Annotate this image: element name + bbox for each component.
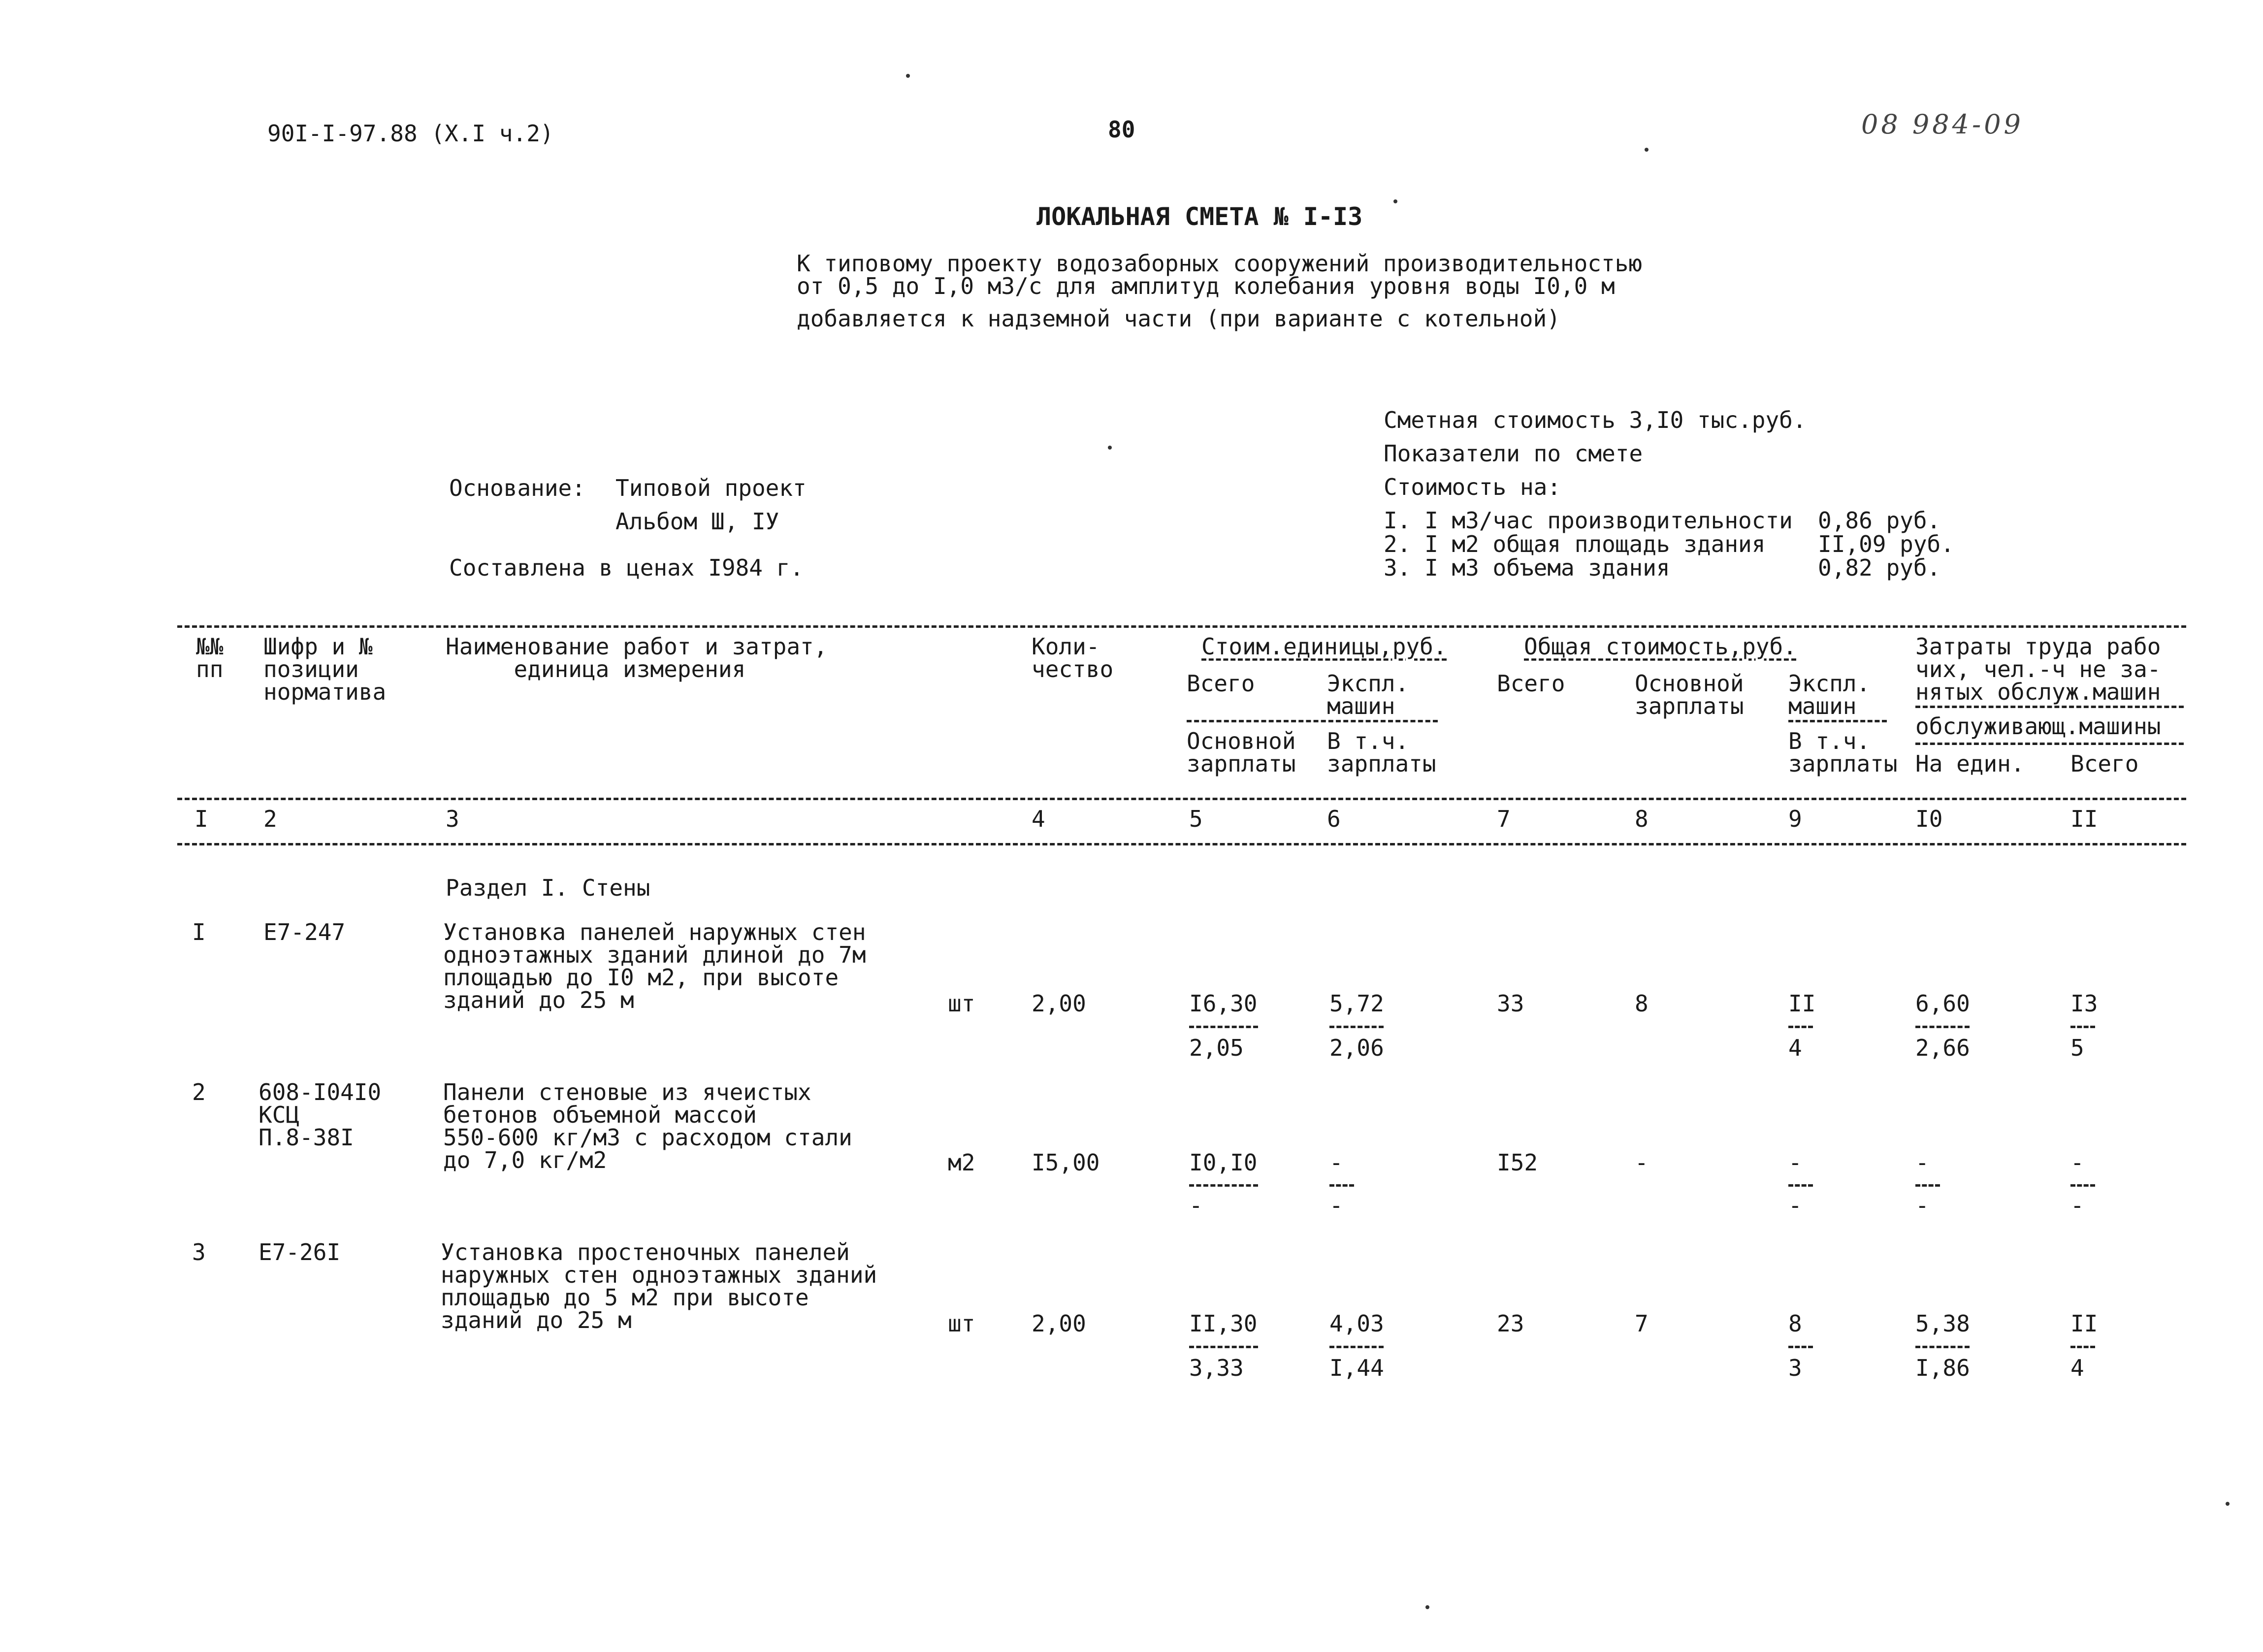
table-top-rule	[177, 625, 2186, 628]
header-col8: Основной зарплаты	[1635, 670, 1744, 719]
column-number-11: II	[2070, 806, 2098, 832]
header-total-cost-group: Общая стоимость,руб.	[1524, 633, 1797, 660]
row-labor-unit: 6,60	[1915, 990, 1970, 1017]
row-labor-total: I3	[2070, 990, 2098, 1017]
section-title: Раздел I. Стены	[446, 875, 650, 901]
row-total: 33	[1497, 990, 1524, 1017]
document-code: 90I-I-97.88 (X.I ч.2)	[267, 120, 554, 147]
column-number-7: 7	[1497, 806, 1511, 832]
row-labor-unit: 5,38	[1915, 1310, 1970, 1337]
row-total-machines: -	[1788, 1149, 1802, 1176]
scan-speck	[1108, 446, 1112, 450]
header-col9-bottom: В т.ч. зарплаты	[1788, 728, 1898, 777]
row-labor-total: II	[2070, 1310, 2098, 1337]
fraction-bar	[1788, 1346, 1813, 1348]
row-unit: шт	[948, 1310, 975, 1337]
indicators-label: Показатели по смете	[1384, 440, 1643, 467]
header-col10: На един.	[1915, 750, 2025, 777]
row-labor-unit-machine: I,86	[1915, 1355, 1970, 1381]
labor-group-rule	[1915, 706, 2184, 708]
scan-speck	[1425, 1605, 1429, 1609]
header-labor-group: Затраты труда рабо чих, чел.-ч не за- нятых обслуж.машин	[1915, 633, 2161, 705]
row-code: Е7-26I	[259, 1239, 341, 1265]
row-unit-machine-wages: -	[1329, 1192, 1343, 1219]
basis-album: Альбом Ш, IУ	[615, 508, 779, 535]
column-numbers-rule	[177, 843, 2186, 845]
scan-speck	[906, 74, 910, 78]
row-quantity: I5,00	[1032, 1149, 1100, 1176]
row-total-wages: 7	[1635, 1310, 1649, 1337]
scan-speck	[1645, 148, 1649, 152]
row-unit-total: I0,I0	[1189, 1149, 1258, 1176]
row-total: I52	[1497, 1149, 1538, 1176]
row-total-wages: 8	[1635, 990, 1649, 1017]
row-labor-unit-machine: 2,66	[1915, 1035, 1970, 1061]
basis-label: Основание:	[449, 475, 585, 501]
subtitle-line-2: от 0,5 до I,0 м3/с для амплитуд колебания уровня воды I0,0 м	[797, 273, 1615, 299]
fraction-bar	[1788, 1184, 1813, 1187]
row-code: Е7-247	[263, 919, 346, 945]
row-unit-machine-wages: I,44	[1329, 1355, 1384, 1381]
fraction-bar	[2070, 1026, 2095, 1028]
header-col6-bottom: В т.ч. зарплаты	[1327, 728, 1436, 777]
indicator-2-value: II,09 руб.	[1818, 531, 1954, 557]
basis-prices: Составлена в ценах I984 г.	[449, 554, 804, 581]
handwritten-reference: 08 984-09	[1861, 109, 2024, 140]
header-col6-top: Экспл. машин	[1327, 670, 1409, 719]
row-labor-total: -	[2070, 1149, 2084, 1176]
total-cost-sub-rule	[1788, 720, 1887, 722]
header-col-number: №№ пп	[196, 633, 224, 682]
row-total-wages: -	[1635, 1149, 1649, 1176]
header-bottom-rule	[177, 798, 2186, 800]
header-col11: Всего	[2070, 750, 2139, 777]
column-number-8: 8	[1635, 806, 1649, 832]
header-col-quantity: Коли- чество	[1032, 633, 1114, 682]
row-code: 608-I04I0 КСЦ П.8-38I	[259, 1079, 382, 1151]
row-labor-unit: -	[1915, 1149, 1929, 1176]
row-unit-wages: 3,33	[1189, 1355, 1244, 1381]
header-col-code: Шифр и № позиции норматива	[263, 633, 387, 705]
fraction-bar	[1189, 1346, 1258, 1348]
row-labor-unit-machine: -	[1915, 1192, 1929, 1219]
page-number: 80	[1108, 116, 1135, 143]
row-unit-total: II,30	[1189, 1310, 1258, 1337]
row-unit-machines: -	[1329, 1149, 1343, 1176]
cost-for-label: Стоимость на:	[1384, 474, 1561, 500]
row-unit-machine-wages: 2,06	[1329, 1035, 1384, 1061]
row-labor-total-machine: 4	[2070, 1355, 2084, 1381]
row-total-machine-wages: -	[1788, 1192, 1802, 1219]
header-col9-top: Экспл. машин	[1788, 670, 1871, 719]
fraction-bar	[1915, 1184, 1940, 1187]
fraction-bar	[2070, 1184, 2095, 1187]
row-number: I	[192, 919, 206, 945]
fraction-bar	[1915, 1346, 1970, 1348]
row-labor-total-machine: -	[2070, 1192, 2084, 1219]
row-labor-total-machine: 5	[2070, 1035, 2084, 1061]
fraction-bar	[2070, 1346, 2095, 1348]
row-unit-machines: 4,03	[1329, 1310, 1384, 1337]
column-number-4: 4	[1032, 806, 1045, 832]
row-total-machine-wages: 3	[1788, 1355, 1802, 1381]
subtitle-line-1: К типовому проекту водозаборных сооружений производительностью	[797, 250, 1643, 277]
fraction-bar	[1329, 1346, 1384, 1348]
row-total-machines: 8	[1788, 1310, 1802, 1337]
row-quantity: 2,00	[1032, 990, 1086, 1017]
header-col7: Всего	[1497, 670, 1565, 697]
row-unit: м2	[948, 1149, 975, 1176]
fraction-bar	[1788, 1026, 1813, 1028]
fraction-bar	[1329, 1184, 1354, 1187]
unit-cost-sub-rule	[1187, 720, 1438, 722]
row-quantity: 2,00	[1032, 1310, 1086, 1337]
column-number-3: 3	[446, 806, 459, 832]
row-total-machines: II	[1788, 990, 1816, 1017]
basis-project: Типовой проект	[615, 475, 807, 501]
fraction-bar	[1189, 1026, 1258, 1028]
row-unit-wages: 2,05	[1189, 1035, 1244, 1061]
indicator-1-label: I. I м3/час производительности	[1384, 507, 1793, 534]
row-total-machine-wages: 4	[1788, 1035, 1802, 1061]
row-name: Установка простеночных панелей наружных стен одноэтажных зданий площадью до 5 м2 при высоте зданий до 25 м	[441, 1239, 877, 1333]
row-unit-machines: 5,72	[1329, 990, 1384, 1017]
page-title: ЛОКАЛЬНАЯ СМЕТА № I-I3	[1036, 202, 1363, 231]
indicator-1-value: 0,86 руб.	[1818, 507, 1941, 534]
column-number-2: 2	[263, 806, 277, 832]
column-number-10: I0	[1915, 806, 1943, 832]
header-col5-top: Всего	[1187, 670, 1255, 697]
row-total: 23	[1497, 1310, 1524, 1337]
header-unit-cost-group: Стоим.единицы,руб.	[1201, 633, 1447, 660]
indicator-3-label: 3. I м3 объема здания	[1384, 554, 1670, 581]
column-number-5: 5	[1189, 806, 1203, 832]
scan-speck	[2226, 1502, 2230, 1506]
labor-sub-rule	[1915, 743, 2184, 745]
header-labor-sub: обслуживающ.машины	[1915, 713, 2161, 740]
row-unit-total: I6,30	[1189, 990, 1258, 1017]
header-col-name: Наименование работ и затрат, единица измерения	[446, 633, 828, 682]
subtitle-line-3: добавляется к надземной части (при варианте с котельной)	[797, 305, 1560, 332]
fraction-bar	[1189, 1184, 1258, 1187]
fraction-bar	[1329, 1026, 1384, 1028]
row-number: 2	[192, 1079, 206, 1105]
row-number: 3	[192, 1239, 206, 1265]
row-unit: шт	[948, 990, 975, 1017]
column-number-6: 6	[1327, 806, 1341, 832]
indicator-2-label: 2. I м2 общая площадь здания	[1384, 531, 1766, 557]
indicator-3-value: 0,82 руб.	[1818, 554, 1941, 581]
row-name: Панели стеновые из ячеистых бетонов объемной массой 550-600 кг/м3 с расходом стали до 7,0 кг/м2	[443, 1079, 852, 1173]
row-name: Установка панелей наружных стен одноэтажных зданий длиной до 7м площадью до I0 м2, при высоте зданий до 25 м	[443, 919, 866, 1013]
estimated-cost: Сметная стоимость 3,I0 тыс.руб.	[1384, 407, 1807, 433]
scan-speck	[1393, 199, 1397, 203]
header-col5-bottom: Основной зарплаты	[1187, 728, 1296, 777]
column-number-1: I	[194, 806, 208, 832]
row-unit-wages: -	[1189, 1192, 1203, 1219]
column-number-9: 9	[1788, 806, 1802, 832]
fraction-bar	[1915, 1026, 1970, 1028]
